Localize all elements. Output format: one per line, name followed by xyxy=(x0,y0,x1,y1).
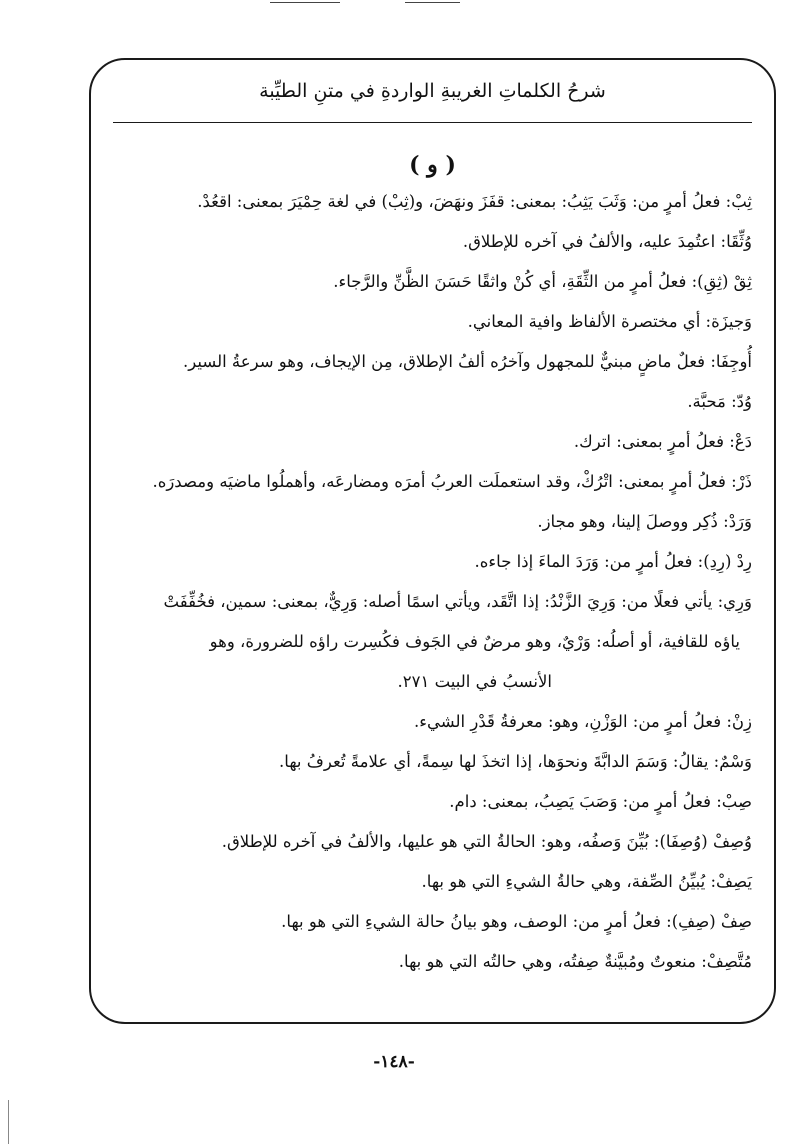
glossary-entry: مُتَّصِفْ: منعوتٌ ومُبيَّنةٌ صِفتُه، وهي حالتُه التي هو بها. xyxy=(398,952,752,971)
glossary-entry: وُدّ: مَحبَّة. xyxy=(687,392,752,411)
glossary-entry: وَرَدْ: ذُكِر ووصلَ إلينا، وهو مجاز. xyxy=(537,512,752,531)
glossary-entry: وُثِّقَا: اعتُمِدَ عليه، والألفُ في آخره للإطلاق. xyxy=(462,232,752,251)
entry-line: ياؤه للقافية، أو أصلُه: وَرْيٌ، وهو مرضٌ في الجَوف فكُسِرت راؤه للضرورة، وهو xyxy=(209,632,740,651)
glossary-entry: وَسْمٌ: يقالُ: وَسَمَ الدابَّةَ ونحوَها، إذا اتخذَ لها سِمةً، أي علامةً تُعرفُ بها. xyxy=(279,752,752,771)
glossary-entry: يَصِفْ: يُبيِّنُ الصِّفة، وهي حالةُ الشيءِ التي هو بها. xyxy=(421,872,752,891)
glossary-entry: رِدْ (رِدِ): فعلُ أمرٍ من: وَرَدَ الماءَ إذا جاءه. xyxy=(474,552,752,571)
glossary-entry: وُصِفْ (وُصِفَا): بُيِّنَ وَصفُه، وهو: الحالةُ التي هو عليها، والألفُ في آخره للإطلاق. xyxy=(221,832,752,851)
glossary-entry: دَعْ: فعلُ أمرٍ بمعنى: اترك. xyxy=(573,432,752,451)
top-edge-rule-right xyxy=(405,2,460,3)
glossary-entry: أُوجِفَا: فعلٌ ماضٍ مبنيٌّ للمجهول وآخرُه ألفُ الإطلاق، مِن الإيجاف، وهو سرعةُ السير. xyxy=(183,352,752,371)
page-frame xyxy=(89,58,776,1024)
glossary-entry: وَجيزَة: أي مختصرة الألفاظ وافية المعاني. xyxy=(467,312,752,331)
section-title: ( و ) xyxy=(409,152,456,178)
header-divider xyxy=(113,122,752,123)
glossary-entry: صِبْ: فعلُ أمرٍ من: وَصَبَ يَصِبُ، بمعنى: دام. xyxy=(449,792,752,811)
entry-line: وَرِي: يأتي فعلًا من: وَرِيَ الزَّنْدُ: إذا اتَّقَد، ويأتي اسمًا أصله: وَرِيٌّ، بمعنى: سمين، فخُفِّفَتْ xyxy=(163,592,752,611)
glossary-entry: ذَرْ: فعلُ أمرٍ بمعنى: اتْرُكْ، وقد استعملَت العربُ أمرَه ومضارعَه، وأهملُوا ماضيَه ومصدرَه. xyxy=(152,472,752,491)
entry-line: الأنسبُ في البيت ٢٧١. xyxy=(397,672,552,691)
glossary-entry: ثِقْ (ثِقِ): فعلُ أمرٍ من الثِّقَةِ، أي كُنْ واثقًا حَسَنَ الظَّنِّ والرَّجاء. xyxy=(333,272,752,291)
margin-line xyxy=(8,1100,9,1144)
glossary-entry: صِفْ (صِفِ): فعلُ أمرٍ من: الوصف، وهو بيانُ حالة الشيءِ التي هو بها. xyxy=(281,912,752,931)
top-edge-rule-left xyxy=(270,2,340,3)
glossary-entry: ثِبْ: فعلُ أمرٍ من: وَثَبَ يَثِبُ: بمعنى: قفَزَ ونهَضَ، و(ثِبْ) في لغة حِمْيَرَ بمعنى: اقعُدْ. xyxy=(197,192,752,211)
glossary-entry-multiline xyxy=(109,590,752,693)
glossary-entry: زِنْ: فعلُ أمرٍ من: الوَزْنِ، وهو: معرفةُ قَدْرِ الشيء. xyxy=(414,712,752,731)
glossary-entries xyxy=(109,190,752,990)
running-head: شرحُ الكلماتِ الغريبةِ الواردةِ في متنِ الطيِّبة xyxy=(259,80,606,102)
page-number: -١٤٨- xyxy=(373,1052,415,1072)
